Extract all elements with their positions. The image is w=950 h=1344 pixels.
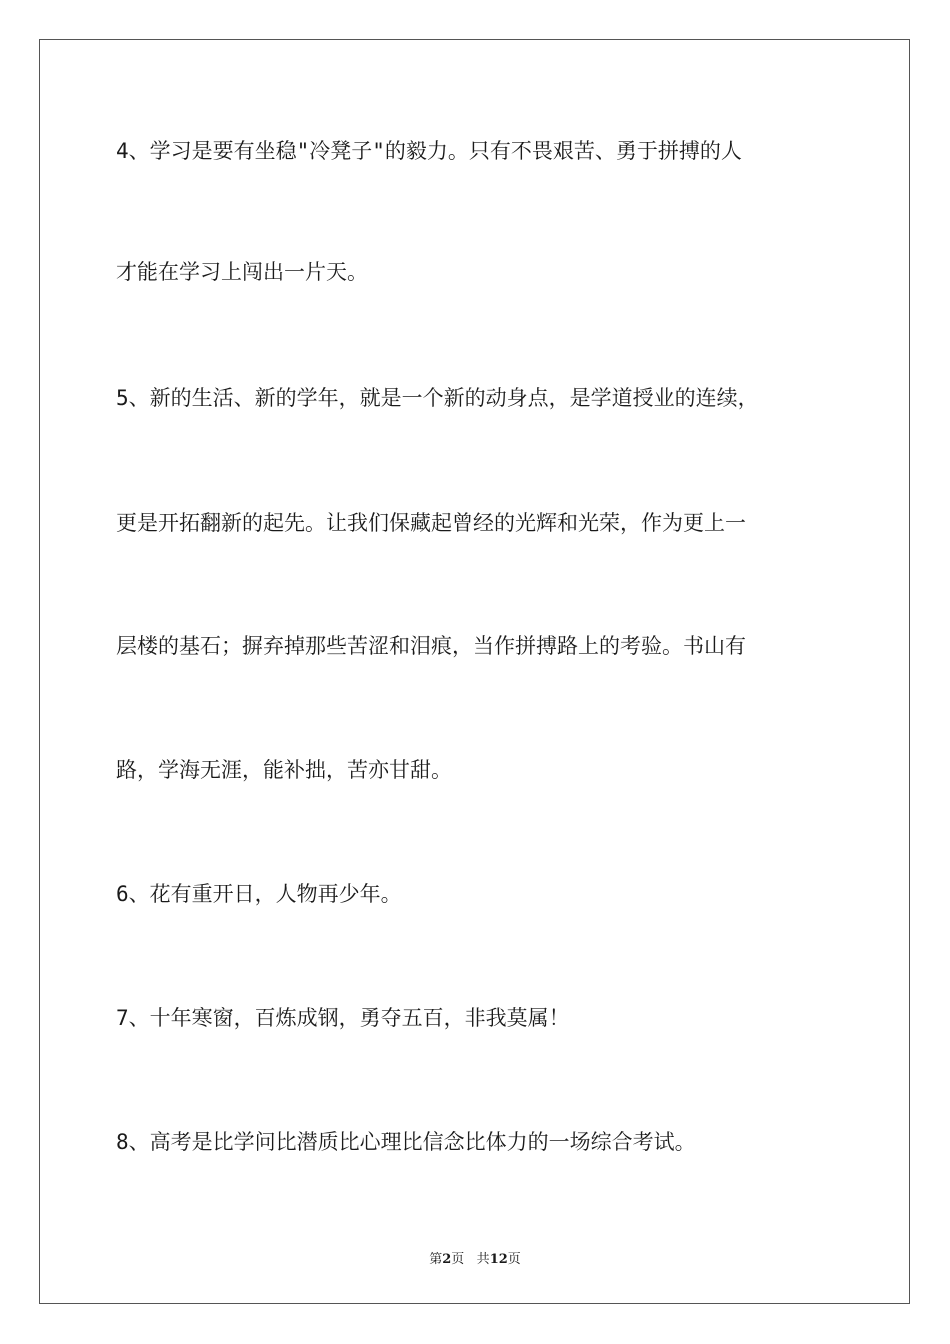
footer-total-prefix: 共 [476, 1252, 490, 1267]
text-line: 4、学习是要有坐稳"冷凳子"的毅力。只有不畏艰苦、勇于拼搏的人 [116, 139, 742, 163]
footer-total-suffix: 页 [507, 1252, 521, 1267]
text-line: 7、十年寒窗，百炼成钢，勇夺五百，非我莫属！ [116, 1006, 570, 1030]
text-line: 更是开拓翻新的起先。让我们保藏起曾经的光辉和光荣，作为更上一 [116, 511, 746, 535]
text-line: 5、新的生活、新的学年，就是一个新的动身点，是学道授业的连续， [116, 386, 759, 410]
page-footer [0, 1248, 950, 1267]
text-line: 路，学海无涯，能补拙，苦亦甘甜。 [116, 758, 452, 782]
text-line: 才能在学习上闯出一片天。 [116, 260, 368, 284]
footer-prefix: 第 [429, 1252, 443, 1267]
text-line: 8、高考是比学问比潜质比心理比信念比体力的一场综合考试。 [116, 1130, 696, 1154]
footer-page-suffix: 页 [451, 1252, 465, 1267]
text-line: 层楼的基石；摒弃掉那些苦涩和泪痕，当作拼搏路上的考验。书山有 [116, 634, 746, 658]
current-page-number: 2 [442, 1252, 452, 1267]
total-page-number: 12 [489, 1252, 508, 1267]
text-line: 6、花有重开日，人物再少年。 [116, 882, 402, 906]
page-border [39, 39, 910, 1304]
